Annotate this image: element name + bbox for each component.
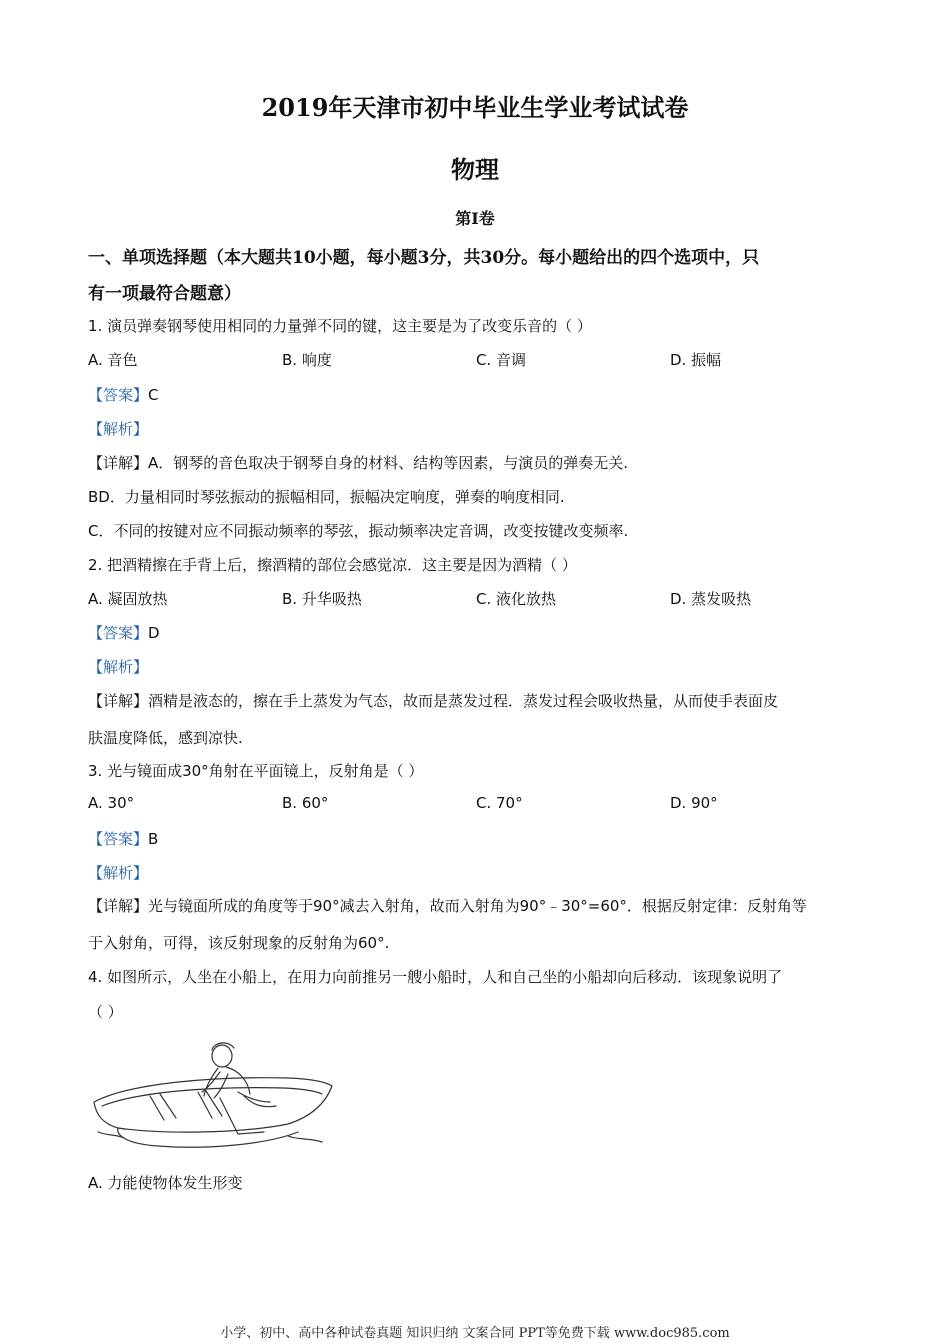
q3-option-c: C. 70°	[476, 794, 523, 812]
q1-option-b: B. 响度	[282, 351, 332, 369]
q2-option-b: B. 升华吸热	[282, 590, 362, 608]
detail-text: 酒精是液态的，擦在手上蒸发为气态，故而是蒸发过程．蒸发过程会吸收热量，从而使手表面皮	[148, 692, 779, 710]
answer-tag: 【答案】	[88, 624, 149, 642]
q2-option-a: A. 凝固放热	[88, 590, 168, 608]
q4-option-a: A. 力能使物体发生形变	[88, 1174, 243, 1192]
q3-option-d: D. 90°	[670, 794, 718, 812]
detail-tag: 【详解】	[88, 692, 149, 710]
section-heading-line-1: 一、单项选择题（本大题共10小题，每小题3分，共30分。每小题给出的四个选项中，只	[88, 248, 760, 268]
q2-answer	[88, 622, 160, 643]
q4-stem-2: （ ）	[88, 1003, 123, 1021]
q2-stem: 2. 把酒精擦在手背上后，擦酒精的部位会感觉凉．这主要是因为酒精（ ）	[88, 556, 577, 574]
document-title: 2019年天津市初中毕业生学业考试试卷	[261, 93, 689, 122]
volume-label: 第I卷	[455, 209, 495, 228]
answer-tag: 【答案】	[88, 386, 149, 404]
detail-tag: 【详解】	[88, 897, 149, 915]
q2-analysis-tag: 【解析】	[88, 658, 149, 676]
answer-value: B	[148, 830, 159, 848]
q1-detail-1	[88, 452, 628, 473]
q3-stem: 3. 光与镜面成30°角射在平面镜上，反射角是（ ）	[88, 762, 424, 780]
q3-option-a: A. 30°	[88, 794, 135, 812]
q3-detail-1	[88, 895, 807, 916]
q1-option-c: C. 音调	[476, 351, 527, 369]
q4-stem-1: 4. 如图所示，人坐在小船上，在用力向前推另一艘小船时，人和自己坐的小船却向后移动．该现象说明了	[88, 968, 783, 986]
q2-option-d: D. 蒸发吸热	[670, 590, 752, 608]
section-heading-line-2: 有一项最符合题意）	[88, 284, 241, 304]
detail-text: A．钢琴的音色取决于钢琴自身的材料、结构等因素，与演员的弹奏无关.	[148, 454, 629, 472]
q1-stem: 1. 演员弹奏钢琴使用相同的力量弹不同的键，这主要是为了改变乐音的（ ）	[88, 317, 592, 335]
q3-detail-2: 于入射角，可得，该反射现象的反射角为60°.	[88, 934, 390, 952]
boat-illustration	[88, 1036, 338, 1154]
q1-detail-3: C．不同的按键对应不同振动频率的琴弦，振动频率决定音调，改变按键改变频率.	[88, 522, 629, 540]
q3-analysis-tag: 【解析】	[88, 864, 149, 882]
q1-option-a: A. 音色	[88, 351, 138, 369]
detail-text: 光与镜面所成的角度等于90°减去入射角，故而入射角为90°﹣30°=60°．根据反射定律：反射角等	[148, 897, 807, 915]
subject-title: 物理	[451, 155, 499, 184]
q2-option-c: C. 液化放热	[476, 590, 557, 608]
q2-detail-1	[88, 690, 778, 711]
answer-value: C	[148, 386, 159, 404]
q2-detail-2: 肤温度降低，感到凉快.	[88, 729, 243, 747]
q3-answer	[88, 828, 158, 849]
answer-value: D	[148, 624, 160, 642]
q1-analysis-tag: 【解析】	[88, 420, 149, 438]
detail-tag: 【详解】	[88, 454, 149, 472]
q1-option-d: D. 振幅	[670, 351, 722, 369]
q1-detail-2: BD．力量相同时琴弦振动的振幅相同，振幅决定响度，弹奏的响度相同.	[88, 488, 565, 506]
q3-option-b: B. 60°	[282, 794, 329, 812]
footer-text: 小学、初中、高中各种试卷真题 知识归纳 文案合同 PPT等免费下载 www.doc985.com	[220, 1326, 730, 1341]
answer-tag: 【答案】	[88, 830, 149, 848]
q1-answer	[88, 384, 159, 405]
